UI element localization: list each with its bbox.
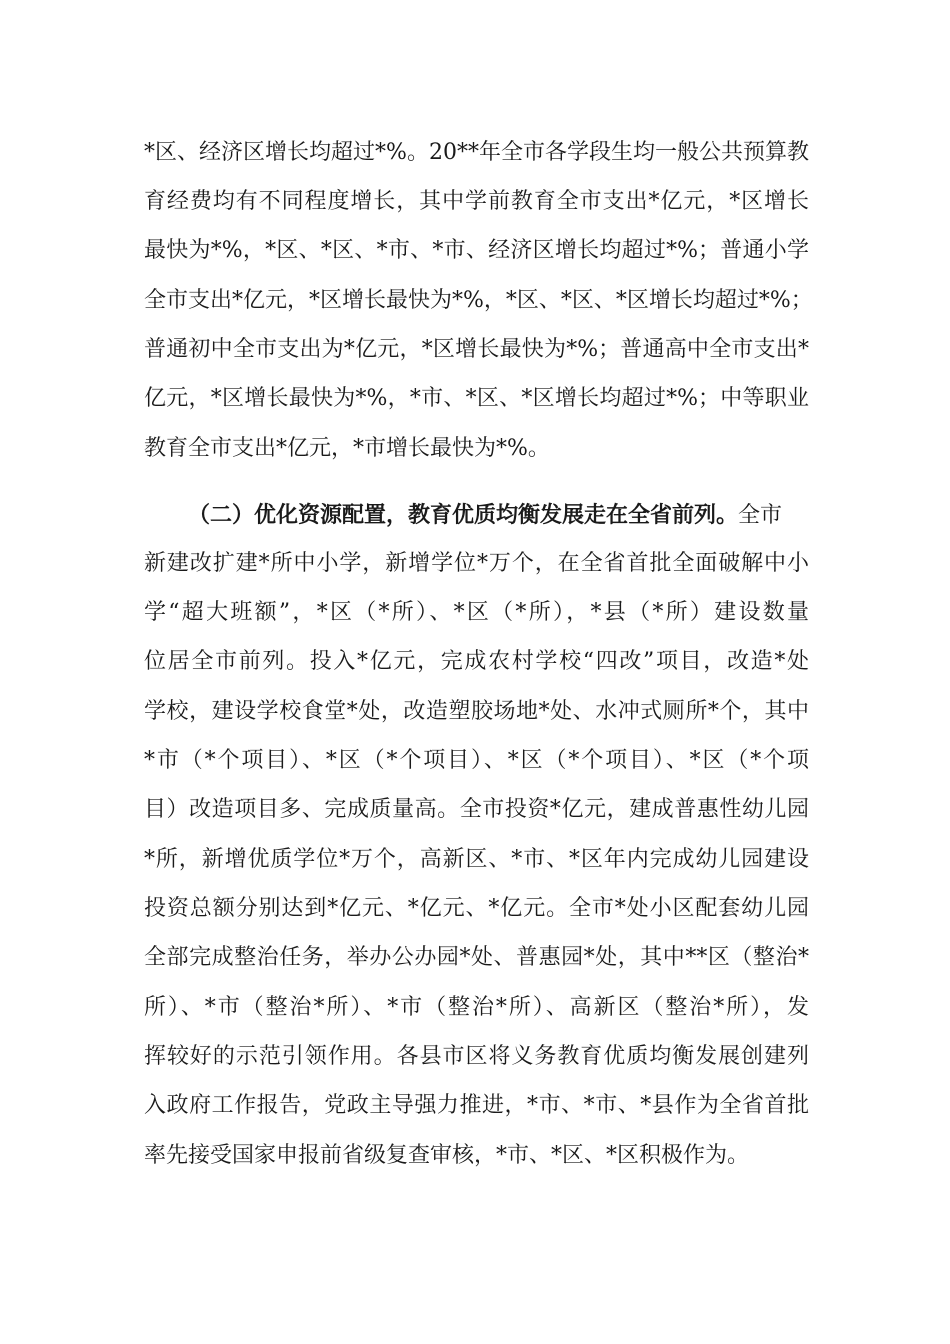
paragraph-2-line: 位居全市前列。投入*亿元，完成农村学校“四改”项目，改造*处 (144, 649, 809, 674)
section-heading: （二）优化资源配置，教育优质均衡发展走在全省前列。 (188, 502, 739, 528)
paragraph-1-line: 亿元，*区增长最快为*%，*市、*区、*区增长均超过*%；中等职业 (144, 386, 809, 411)
paragraph-1-line: 最快为*%，*区、*区、*市、*市、经济区增长均超过*%；普通小学 (144, 238, 809, 263)
paragraph-2-line: 挥较好的示范引领作用。各县市区将义务教育优质均衡发展创建列 (144, 1044, 809, 1069)
heading-trailing-text: 全市 (738, 503, 783, 528)
paragraph-2-line: 入政府工作报告，党政主导强力推进，*市、*市、*县作为全省首批 (144, 1093, 809, 1118)
paragraph-2-first-line (188, 500, 782, 530)
paragraph-2-line: 全部完成整治任务，举办公办园*处、普惠园*处，其中**区（整治* (144, 945, 809, 970)
paragraph-1-line: 育经费均有不同程度增长，其中学前教育全市支出*亿元，*区增长 (144, 189, 809, 214)
paragraph-2-line: 投资总额分别达到*亿元、*亿元、*亿元。全市*处小区配套幼儿园 (144, 896, 809, 921)
paragraph-1-line: 普通初中全市支出为*亿元，*区增长最快为*%；普通高中全市支出* (144, 337, 809, 362)
paragraph-2-line: *所，新增优质学位*万个，高新区、*市、*区年内完成幼儿园建设 (144, 847, 809, 872)
paragraph-2-line: 目）改造项目多、完成质量高。全市投资*亿元，建成普惠性幼儿园 (144, 797, 809, 822)
paragraph-2-last-line: 率先接受国家申报前省级复查审核，*市、*区、*区积极作为。 (144, 1143, 750, 1168)
paragraph-2-line: 新建改扩建*所中小学，新增学位*万个，在全省首批全面破解中小 (144, 551, 809, 576)
paragraph-2-line: 所）、*市（整治*所）、*市（整治*所）、高新区（整治*所），发 (144, 995, 809, 1020)
paragraph-1-line: *区、经济区增长均超过*%。20**年全市各学段生均一般公共预算教 (144, 140, 809, 165)
paragraph-2-line: 学校，建设学校食堂*处，改造塑胶场地*处、水冲式厕所*个，其中 (144, 699, 809, 724)
paragraph-1-line: 全市支出*亿元，*区增长最快为*%，*区、*区、*区增长均超过*%； (144, 288, 813, 313)
paragraph-1-last-line: 教育全市支出*亿元，*市增长最快为*%。 (144, 436, 550, 461)
paragraph-2-line: *市（*个项目）、*区（*个项目）、*区（*个项目）、*区（*个项 (144, 748, 809, 773)
paragraph-2-line: 学“超大班额”，*区（*所）、*区（*所），*县（*所）建设数量 (144, 600, 809, 625)
